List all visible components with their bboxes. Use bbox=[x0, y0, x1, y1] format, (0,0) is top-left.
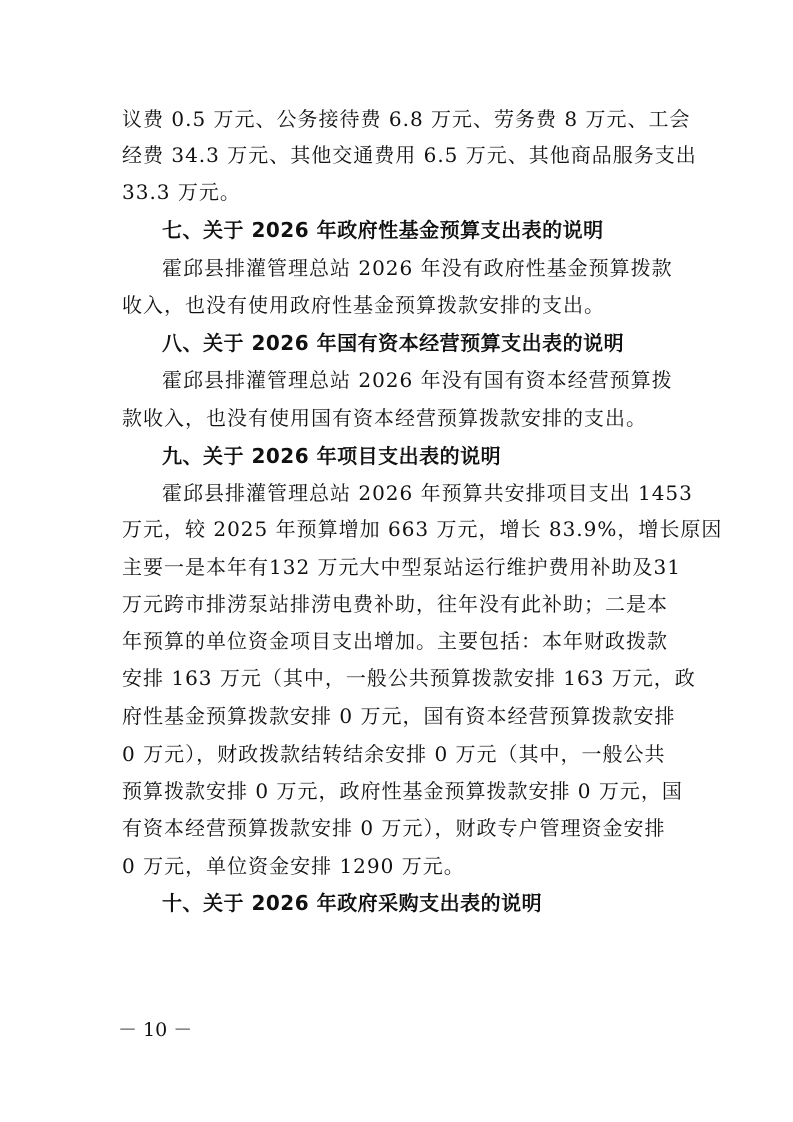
body-line: 年预算的单位资金项目支出增加。主要包括：本年财政拨款 bbox=[122, 629, 668, 653]
body-line: 有资本经营预算拨款安排 0 万元），财政专户管理资金安排 bbox=[122, 816, 666, 840]
body-line: 万元跨市排涝泵站排涝电费补助，往年没有此补助；二是本 bbox=[122, 592, 668, 616]
body-line: 霍邱县排灌管理总站 2026 年没有国有资本经营预算拨 bbox=[162, 368, 673, 392]
body-line: 0 万元），财政拨款结转结余安排 0 万元（其中，一般公共 bbox=[122, 742, 666, 766]
section-heading-10: 十、关于 2026 年政府采购支出表的说明 bbox=[162, 891, 543, 915]
section-heading-7: 七、关于 2026 年政府性基金预算支出表的说明 bbox=[162, 218, 604, 242]
body-line: 预算拨款安排 0 万元，政府性基金预算拨款安排 0 万元，国 bbox=[122, 779, 683, 803]
body-line: 府性基金预算拨款安排 0 万元，国有资本经营预算拨款安排 bbox=[122, 704, 676, 728]
body-line: 收入，也没有使用政府性基金预算拨款安排的支出。 bbox=[122, 293, 605, 317]
body-line: 经费 34.3 万元、其他交通费用 6.5 万元、其他商品服务支出 bbox=[122, 143, 697, 167]
body-line: 33.3 万元。 bbox=[122, 180, 241, 204]
page-number: － 10 － bbox=[118, 1019, 193, 1041]
body-line: 安排 163 万元（其中，一般公共预算拨款安排 163 万元，政 bbox=[122, 666, 696, 690]
body-line: 议费 0.5 万元、公务接待费 6.8 万元、劳务费 8 万元、工会 bbox=[122, 107, 691, 131]
body-line: 款收入，也没有使用国有资本经营预算拨款安排的支出。 bbox=[122, 406, 647, 430]
body-line: 霍邱县排灌管理总站 2026 年没有政府性基金预算拨款 bbox=[162, 256, 673, 280]
section-heading-8: 八、关于 2026 年国有资本经营预算支出表的说明 bbox=[162, 331, 625, 355]
section-heading-9: 九、关于 2026 年项目支出表的说明 bbox=[162, 444, 502, 468]
body-line: 0 万元，单位资金安排 1290 万元。 bbox=[122, 854, 465, 878]
body-line: 霍邱县排灌管理总站 2026 年预算共安排项目支出 1453 bbox=[162, 481, 693, 505]
body-line: 万元，较 2025 年预算增加 663 万元，增长 83.9%，增长原因 bbox=[122, 517, 723, 541]
body-line: 主要一是本年有132 万元大中型泵站运行维护费用补助及31 bbox=[122, 555, 681, 579]
